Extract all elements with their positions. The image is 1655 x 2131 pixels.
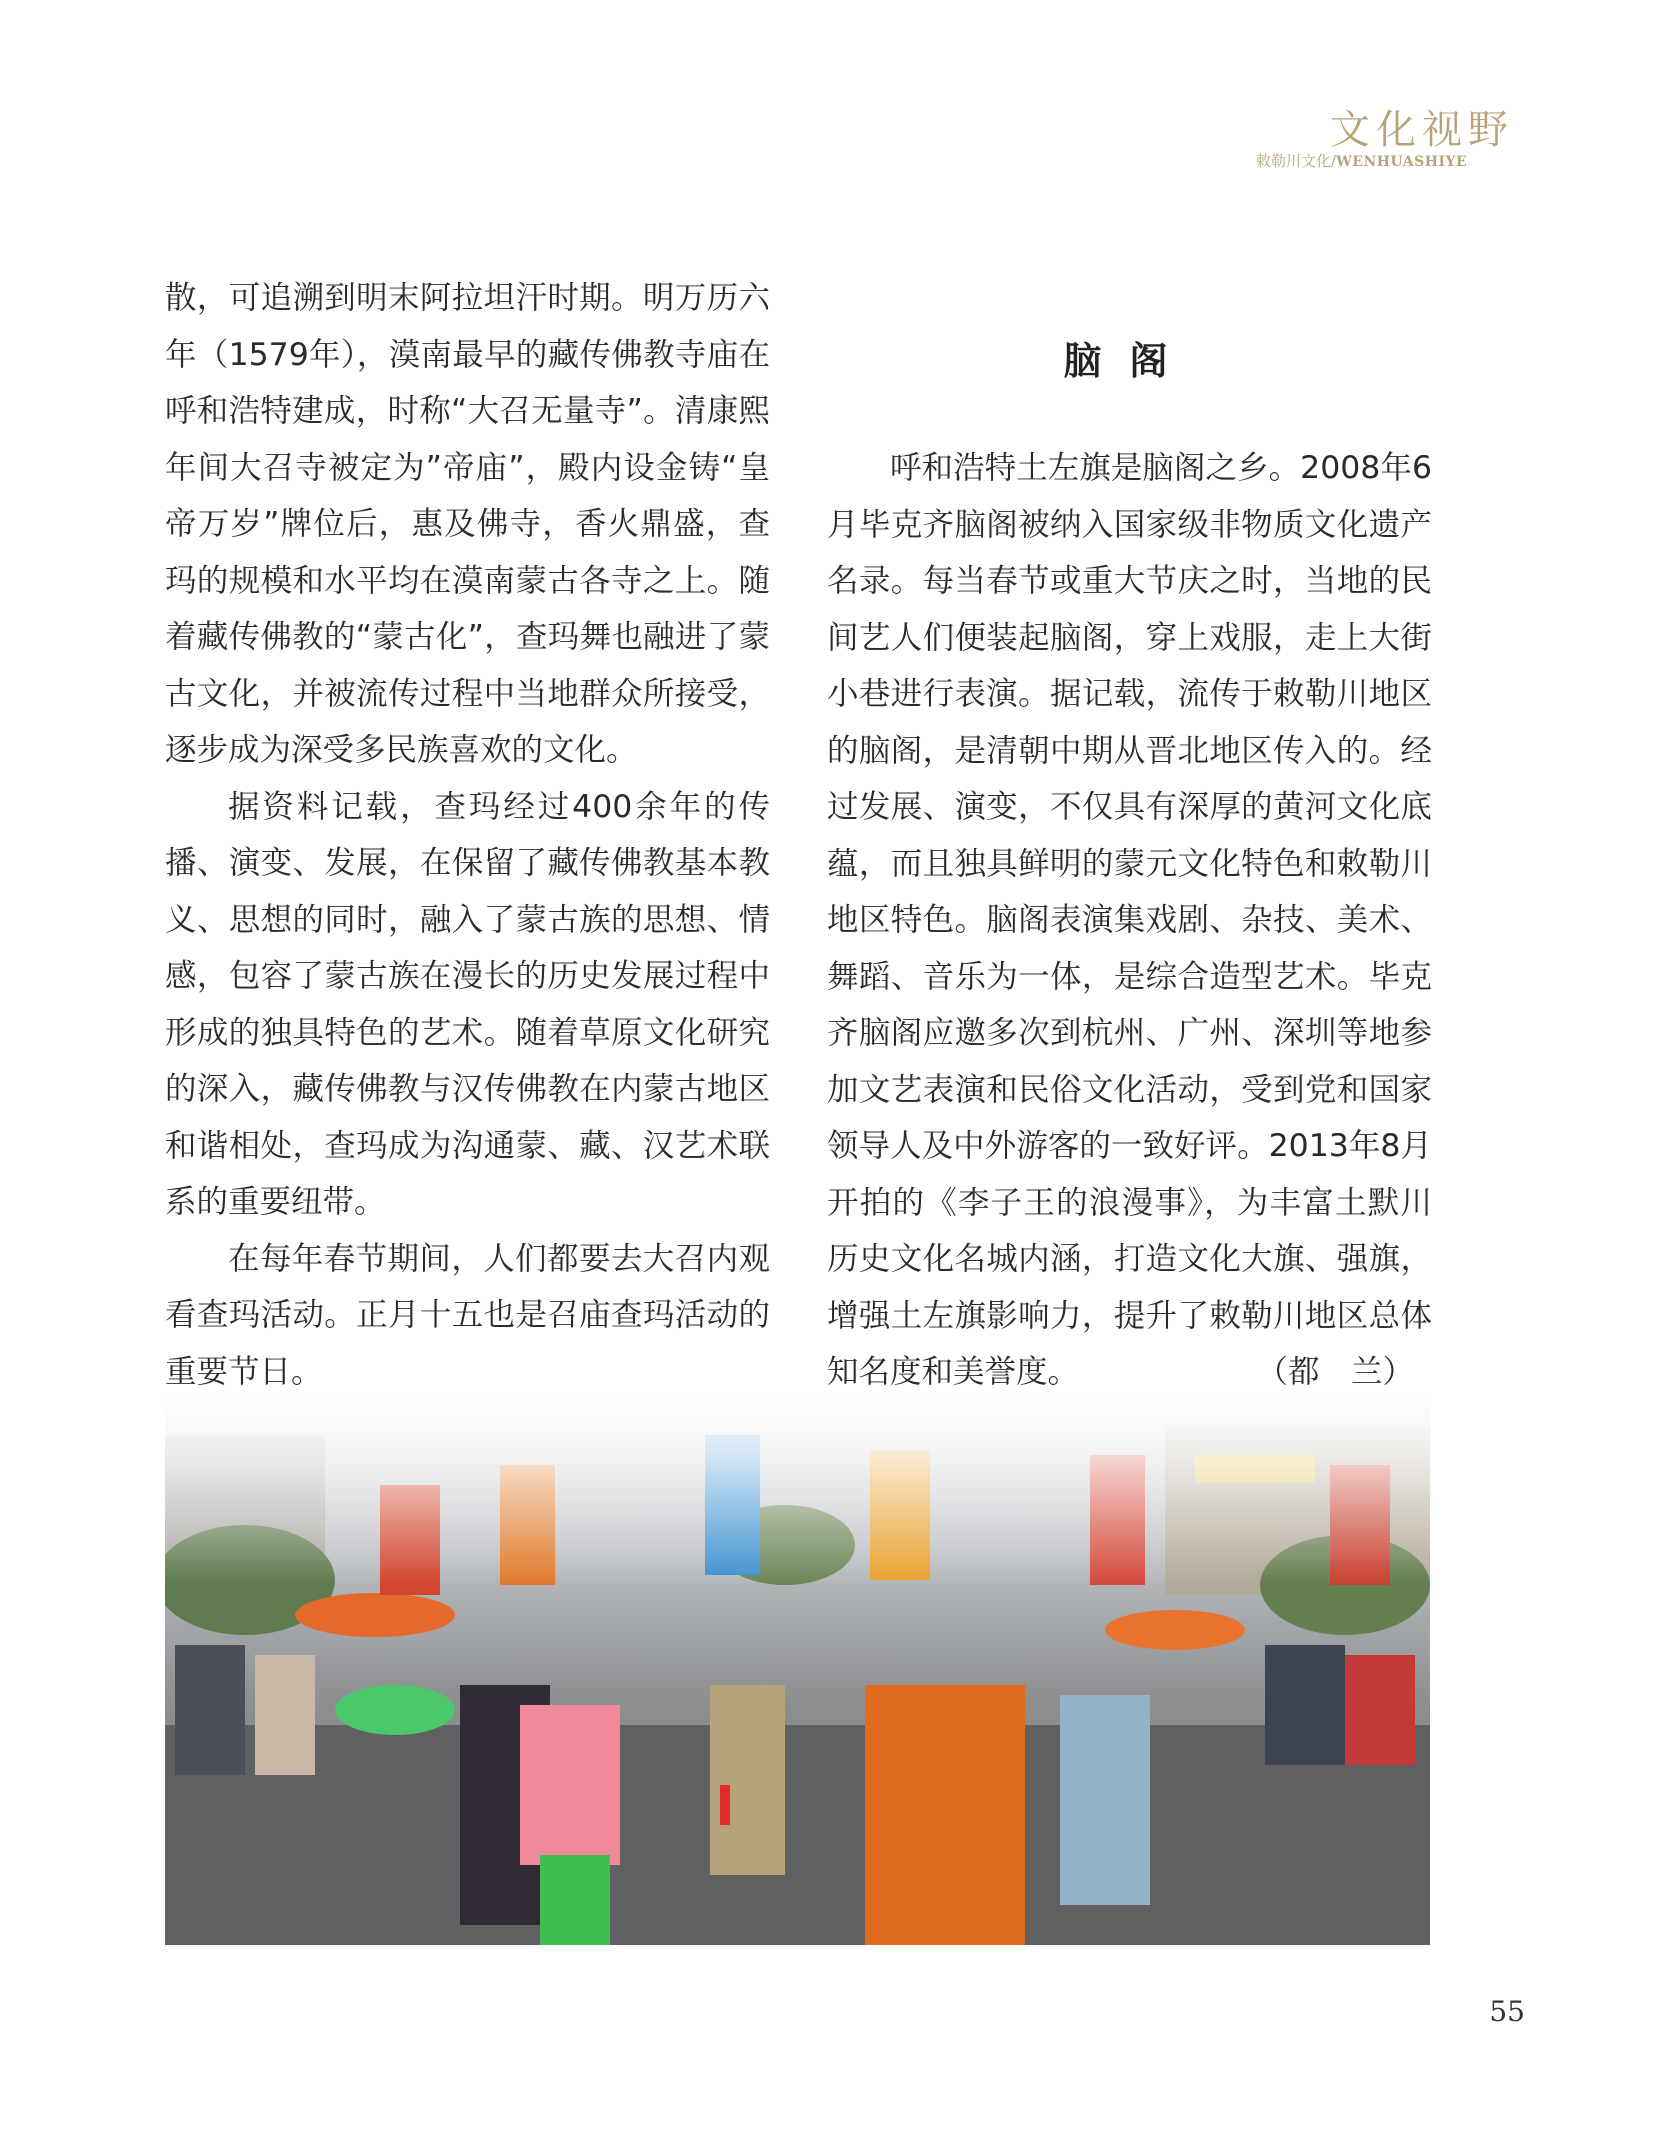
section-title-naoge: 脑阁: [1063, 339, 1196, 383]
section-header-subtitle: [1256, 150, 1520, 171]
photo-top-fade: [165, 1395, 1430, 1585]
right-paragraph-text: 呼和浩特土左旗是脑阁之乡。2008年6月毕克齐脑阁被纳入国家级非物质文化遗产名录。每当春节或重大节庆之时，当地的民间艺人们便装起脑阁，穿上戏服，走上大街小巷进行表演。据记载，流传于敕勒川地区的脑阁，是清朝中期从晋北地区传入的。经过发展、演变，不仅具有深厚的黄河文化底蕴，而且独具鲜明的蒙元文化特色和敕勒川地区特色。脑阁表演集戏剧、杂技、美术、舞蹈、音乐为一体，是综合造型艺术。毕克齐脑阁应邀多次到杭州、广州、深圳等地参加文艺表演和民俗文化活动，受到党和国家领导人及中外游客的一致好评。2013年8月开拍的《李子王的浪漫事》，为丰富土默川历史文化名城内涵，打造文化大旗、强旗，增强土左旗影响力，提升了敕勒川地区总体知名度和美誉度。: [827, 450, 1432, 1390]
left-paragraph-1: 散，可追溯到明末阿拉坦汗时期。明万历六年（1579年），漠南最早的藏传佛教寺庙在呼和浩特建成，时称“大召无量寺”。清康熙年间大召寺被定为”帝庙”，殿内设金铸“皇帝万岁”牌位后，惠及佛寺，香火鼎盛，查玛的规模和水平均在漠南蒙古各寺之上。随着藏传佛教的“蒙古化”，查玛舞也融进了蒙古文化，并被流传过程中当地群众所接受，逐步成为深受多民族喜欢的文化。: [165, 280, 770, 768]
author-credit: （都 兰）: [1256, 1354, 1414, 1390]
left-column: [165, 270, 770, 1400]
subtitle-slash: /: [1331, 152, 1337, 170]
page-number: 55: [1489, 1995, 1525, 2028]
left-paragraph-2: 据资料记载，查玛经过400余年的传播、演变、发展，在保留了藏传佛教基本教义、思想的同时，融入了蒙古族的思想、情感，包容了蒙古族在漫长的历史发展过程中形成的独具特色的艺术。随着草原文化研究的深入，藏传佛教与汉传佛教在内蒙古地区和谐相处，查玛成为沟通蒙、藏、汉艺术联系的重要纽带。: [165, 788, 770, 1220]
section-header-title: 文化视野: [1330, 107, 1514, 153]
right-paragraph: [827, 440, 1432, 1401]
right-column: [827, 440, 1432, 1401]
subtitle-cn: 敕勒川文化: [1256, 152, 1332, 170]
naoge-parade-photo: [165, 1395, 1430, 1945]
subtitle-en: WENHUASHIYE: [1336, 154, 1468, 170]
left-paragraph-3: 在每年春节期间，人们都要去大召内观看查玛活动。正月十五也是召庙查玛活动的重要节日。: [165, 1240, 770, 1390]
